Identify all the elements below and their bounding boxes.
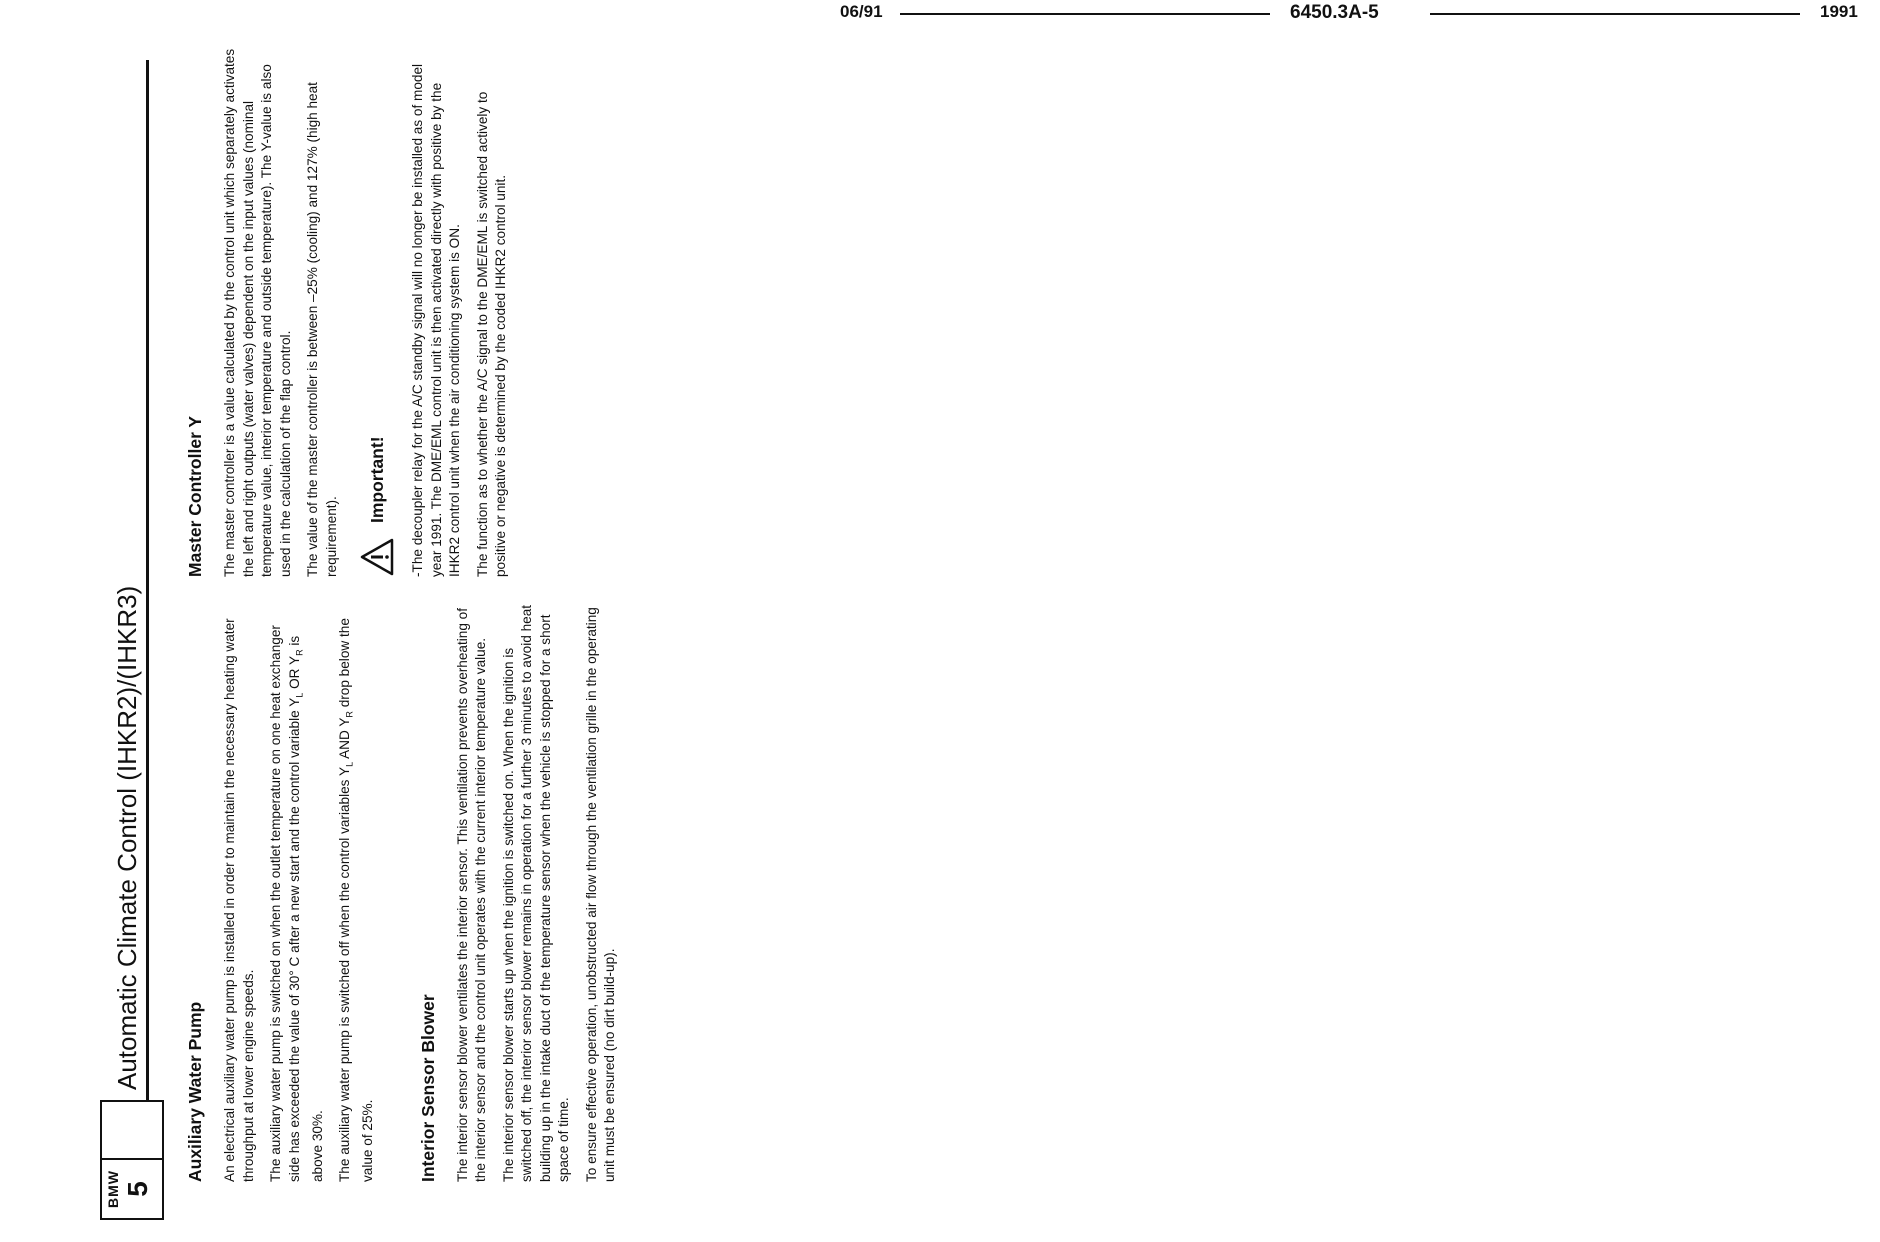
master-para-1: The master controller is a value calculated by the control unit which separately activates the left and right outputs (water valves) dependent on the input values (nominal temperature value, interior temperature and outside temperature). The Y-value is also used in the calculation of the flap control. [222, 48, 293, 577]
page-title: Automatic Climate Control (IHKR2)/(IHKR3) [112, 585, 142, 1090]
important-notice [359, 47, 395, 577]
side-strip [820, 0, 1880, 30]
right-column [185, 47, 520, 577]
important-para-1: -The decoupler relay for the A/C standby signal will no longer be installed as of model year 1991. The DME/EML control unit is then activated directly with positive by the IHKR2 control unit when the air conditioning system is ON. [410, 63, 462, 577]
blank-header-box [100, 1100, 164, 1158]
issue-date: 06/91 [840, 2, 883, 21]
important-para-2: The function as to whether the A/C signal to the DME/EML is switched actively to positive or negative is determined by the coded IHKR2 control unit. [474, 91, 508, 577]
master-para-2: The value of the master controller is between –25% (cooling) and 127% (high heat requirement). [305, 82, 339, 577]
aux-pump-para-3: The auxiliary water pump is switched off when the control variables $Y_L$ AND $Y_R$ drop below the value of 25%. [337, 618, 376, 1182]
page-code: 6450.3A-5 [1290, 2, 1379, 23]
aux-pump-para-1: An electrical auxiliary water pump is installed in order to maintain the necessary heating water throughput at lower engine speeds. [222, 618, 256, 1182]
heading-aux-water-pump: Auxiliary Water Pump [185, 1001, 205, 1182]
aux-pump-para-2: The auxiliary water pump is switched on when the outlet temperature on one heat exchanger side has exceeded the value of 30° C after a new start and the control variable $Y_L$ OR $Y_R$ is above 30%. [268, 625, 325, 1182]
blower-para-1: The interior sensor blower ventilates the interior sensor. This ventilation prevents overheating of the interior sensor and the control unit operates with the current interior temperature value. [454, 607, 489, 1182]
strip-line-right [1430, 13, 1800, 15]
model-year: 1991 [1820, 2, 1858, 21]
heading-master-controller: Master Controller Y [185, 415, 205, 577]
heading-interior-sensor-blower: Interior Sensor Blower [417, 994, 438, 1182]
badge-brand: BMW [105, 1170, 121, 1208]
blower-para-2: The interior sensor blower starts up when the ignition is switched on. When the ignition is switched off, the interior sensor blower remains in operation for a further 3 minutes to avoid heat building up in the intake duct of the temperature sensor when the vehicle is stopped for a short space of time. [500, 604, 572, 1182]
header-rule [146, 60, 149, 1100]
badge-group-number: 5 [122, 1181, 153, 1197]
section-aux-water-pump [185, 597, 378, 1182]
important-label: Important! [366, 436, 387, 523]
section-interior-sensor-blower [418, 597, 620, 1182]
blower-para-3: To ensure effective operation, unobstructed air flow through the ventilation grille in the operating unit must be ensured (no dirt build-up). [583, 607, 618, 1182]
strip-line-left [900, 13, 1270, 15]
section-important [359, 47, 511, 577]
bmw-group-badge [100, 1158, 164, 1220]
left-column [185, 597, 629, 1182]
warning-triangle-icon [359, 537, 395, 577]
section-master-controller [185, 47, 341, 577]
